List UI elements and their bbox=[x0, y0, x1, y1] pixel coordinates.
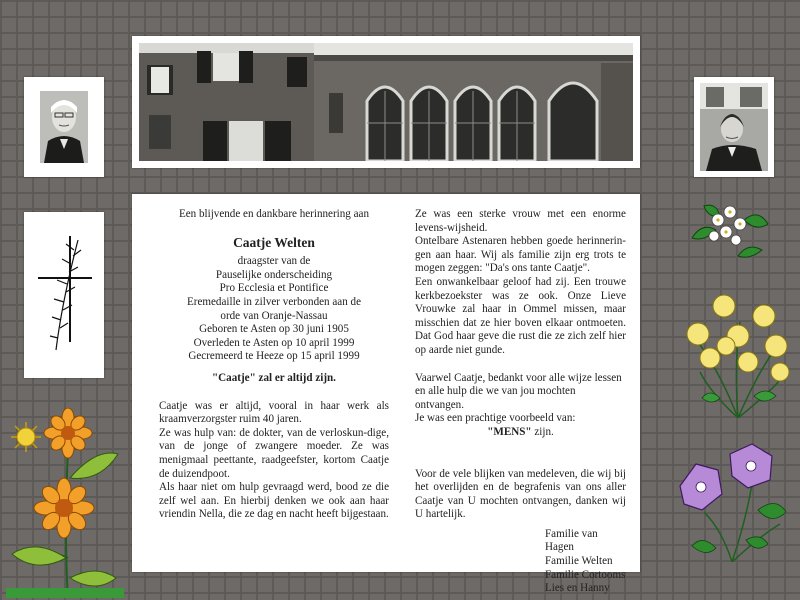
paragraph: Ontelbare Astenaren hebben goede herinnerin-gen aan haar. Wij als familie zijn erg trots te mogen zeggen: "Da's ons tante Caatje". bbox=[415, 235, 626, 275]
card-left-column bbox=[159, 208, 389, 522]
building-photo bbox=[139, 43, 633, 161]
portrait-left bbox=[24, 77, 104, 177]
orange-flowers-icon bbox=[6, 408, 124, 598]
motto: "Caatje" zal er altijd zijn. bbox=[212, 371, 336, 384]
purple-morning-glory-icon bbox=[676, 440, 792, 562]
honour-line: Pro Ecclesia et Pontifice bbox=[219, 282, 329, 295]
death-date: Overleden te Asten op 10 april 1999 bbox=[193, 336, 355, 349]
intro-text: Een blijvende en dankbare herinnering aan bbox=[178, 208, 370, 220]
woman-photo bbox=[700, 83, 768, 171]
family-name: Familie Cortooms bbox=[545, 568, 626, 581]
card-right-column bbox=[415, 208, 626, 596]
mens-line bbox=[415, 426, 626, 440]
header-photo bbox=[132, 36, 640, 168]
deceased-name: Caatje Welten bbox=[233, 234, 315, 250]
family-signatures bbox=[415, 528, 626, 596]
birth-date: Geboren te Asten op 30 juni 1905 bbox=[199, 323, 349, 336]
paragraph: Een onwankelbaar geloof had zij. Een trouwe kerkbezoekster was ze ook. Onze Lieve Vrouwke zal haar in Ommel missen, maar misschien dat ze hier boven elkaar ontmoeten. Dat God haar geve die rust die ze zich zelf hier op aarde niet gunde. bbox=[415, 275, 626, 356]
honour-line: draagster van de bbox=[237, 255, 311, 268]
honours-block bbox=[159, 255, 389, 323]
dates-block bbox=[159, 323, 389, 364]
white-blossom-icon bbox=[688, 198, 772, 260]
yellow-flowers-icon bbox=[680, 292, 796, 418]
thanks-text: Voor de vele blijken van medeleven, die wij bij het overlijden en de begrafenis van ons aller Caatje van U mochten ontvangen, danken wij U hartelijk. bbox=[415, 467, 626, 521]
honour-line: Pauselijke onderscheiding bbox=[215, 268, 333, 281]
mens-word: "MENS" bbox=[487, 425, 532, 438]
memorial-card bbox=[132, 194, 640, 595]
family-name: Familie Welten bbox=[545, 555, 613, 568]
cross-card bbox=[24, 212, 104, 378]
example-line: Je was een prachtige voorbeeld van: bbox=[415, 412, 576, 425]
paragraph: Ze was een sterke vrouw met een enorme levens-wijsheid. bbox=[415, 208, 626, 234]
family-name: Lies en Hanny bbox=[545, 582, 610, 595]
honour-line: Eremedaille in zilver verbonden aan de bbox=[186, 295, 362, 308]
honour-line: orde van Oranje-Nassau bbox=[220, 309, 328, 322]
paragraph: Ze was hulp van: de dokter, van de verloskun-dige, van de jonge of zwangere moeder. Ze was menigmaal peettante, raadgeefster, kortom Caatje de duizendpoot. bbox=[159, 426, 389, 480]
cremation-date: Gecremeerd te Heeze op 15 april 1999 bbox=[188, 350, 360, 363]
cross-with-palm-icon bbox=[34, 232, 94, 358]
paragraph: Als haar niet om hulp gevraagd werd, bood ze die zelf wel aan. En hierbij denken we ook aan haar vriendin Nella, die ze dag en nacht heeft bijgestaan. bbox=[159, 481, 389, 521]
mens-suffix: zijn. bbox=[531, 425, 554, 438]
paragraph: Caatje was er altijd, vooral in haar werk als kraamverzorgster ruim 40 jaren. bbox=[159, 399, 389, 426]
family-name: Familie van Hagen bbox=[545, 527, 598, 554]
portrait-right bbox=[694, 77, 774, 177]
farewell-text: Vaarwel Caatje, bedankt voor alle wijze lessen en alle hulp die we van jou mochten ontvangen. bbox=[415, 371, 622, 411]
elderly-woman-photo bbox=[40, 91, 88, 163]
